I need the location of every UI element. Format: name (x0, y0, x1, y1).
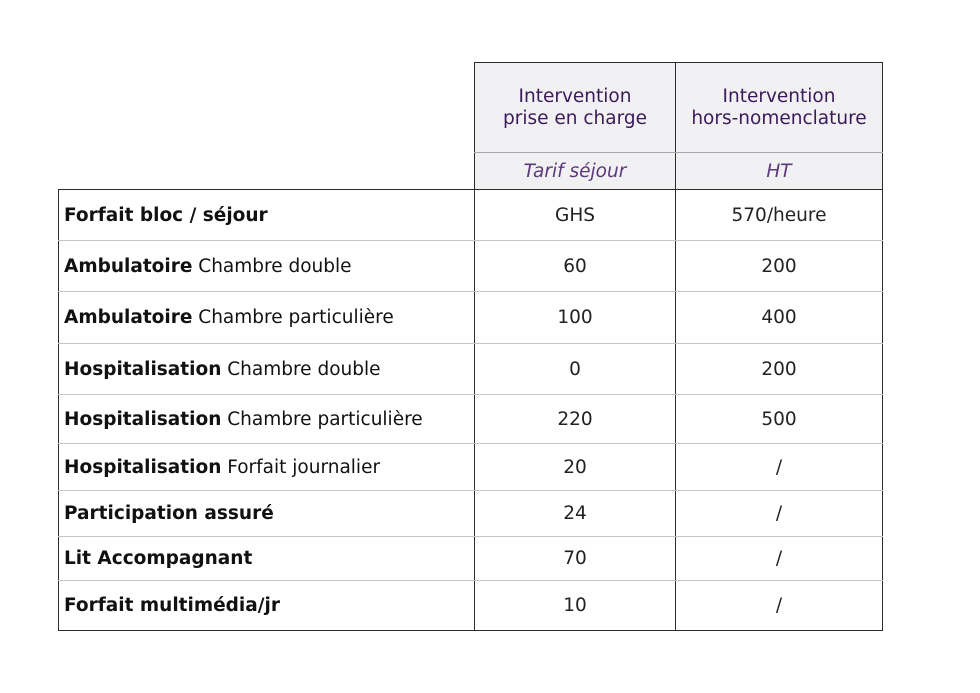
table-row (59, 292, 883, 344)
row-value-covered: GHS (475, 190, 676, 241)
table-row (59, 344, 883, 395)
row-label-bold: Forfait bloc / séjour (64, 204, 268, 226)
row-label-cell (59, 395, 475, 444)
row-value-covered: 70 (475, 537, 676, 581)
row-label-bold: Ambulatoire (64, 255, 193, 277)
row-value-off-nomenclature: 500 (676, 395, 883, 444)
row-value-off-nomenclature: / (676, 581, 883, 631)
row-label-bold: Hospitalisation (64, 456, 222, 478)
row-value-covered: 220 (475, 395, 676, 444)
table-row (59, 241, 883, 292)
subheader-tarif-sejour: Tarif séjour (475, 153, 676, 190)
table-body (59, 190, 883, 631)
row-label-cell (59, 581, 475, 631)
row-label-normal: Chambre particulière (192, 307, 394, 328)
table-row (59, 581, 883, 631)
header-blank-cell (59, 63, 475, 190)
row-value-covered: 0 (475, 344, 676, 395)
header-col-off-nomenclature-line2: hors-nomenclature (691, 107, 867, 129)
header-row (59, 63, 883, 153)
table-row (59, 491, 883, 537)
row-label-cell (59, 444, 475, 491)
row-value-off-nomenclature: 200 (676, 344, 883, 395)
table-row (59, 537, 883, 581)
row-label-bold: Hospitalisation (64, 408, 222, 430)
row-label-cell (59, 537, 475, 581)
row-label-bold: Participation assuré (64, 503, 274, 524)
table-row (59, 395, 883, 444)
table-row (59, 190, 883, 241)
row-value-covered: 100 (475, 292, 676, 344)
header-col-covered (475, 63, 676, 153)
table-row (59, 444, 883, 491)
row-value-off-nomenclature: 400 (676, 292, 883, 344)
header-col-covered-line2: prise en charge (502, 107, 648, 129)
row-label-cell (59, 292, 475, 344)
row-label-normal: Chambre particulière (221, 408, 423, 430)
tariff-table (58, 62, 883, 631)
row-value-off-nomenclature: / (676, 537, 883, 581)
header-col-covered-line1: Intervention (518, 85, 632, 107)
row-label-bold: Hospitalisation (64, 358, 222, 380)
row-label-cell (59, 344, 475, 395)
header-col-off-nomenclature-line1: Intervention (722, 85, 836, 107)
row-value-covered: 10 (475, 581, 676, 631)
row-value-covered: 24 (475, 491, 676, 537)
row-label-normal: Chambre double (192, 255, 352, 277)
subheader-ht: HT (676, 153, 883, 190)
row-value-off-nomenclature: / (676, 491, 883, 537)
row-value-covered: 20 (475, 444, 676, 491)
row-label-cell (59, 241, 475, 292)
row-value-covered: 60 (475, 241, 676, 292)
row-value-off-nomenclature: / (676, 444, 883, 491)
row-label-bold: Ambulatoire (64, 307, 193, 328)
row-value-off-nomenclature: 200 (676, 241, 883, 292)
row-label-bold: Lit Accompagnant (64, 548, 253, 569)
row-label-normal: Chambre double (221, 358, 381, 380)
row-value-off-nomenclature: 570/heure (676, 190, 883, 241)
row-label-normal: Forfait journalier (221, 456, 381, 478)
row-label-cell (59, 491, 475, 537)
header-col-off-nomenclature (676, 63, 883, 153)
row-label-bold: Forfait multimédia/jr (64, 595, 280, 616)
row-label-cell (59, 190, 475, 241)
